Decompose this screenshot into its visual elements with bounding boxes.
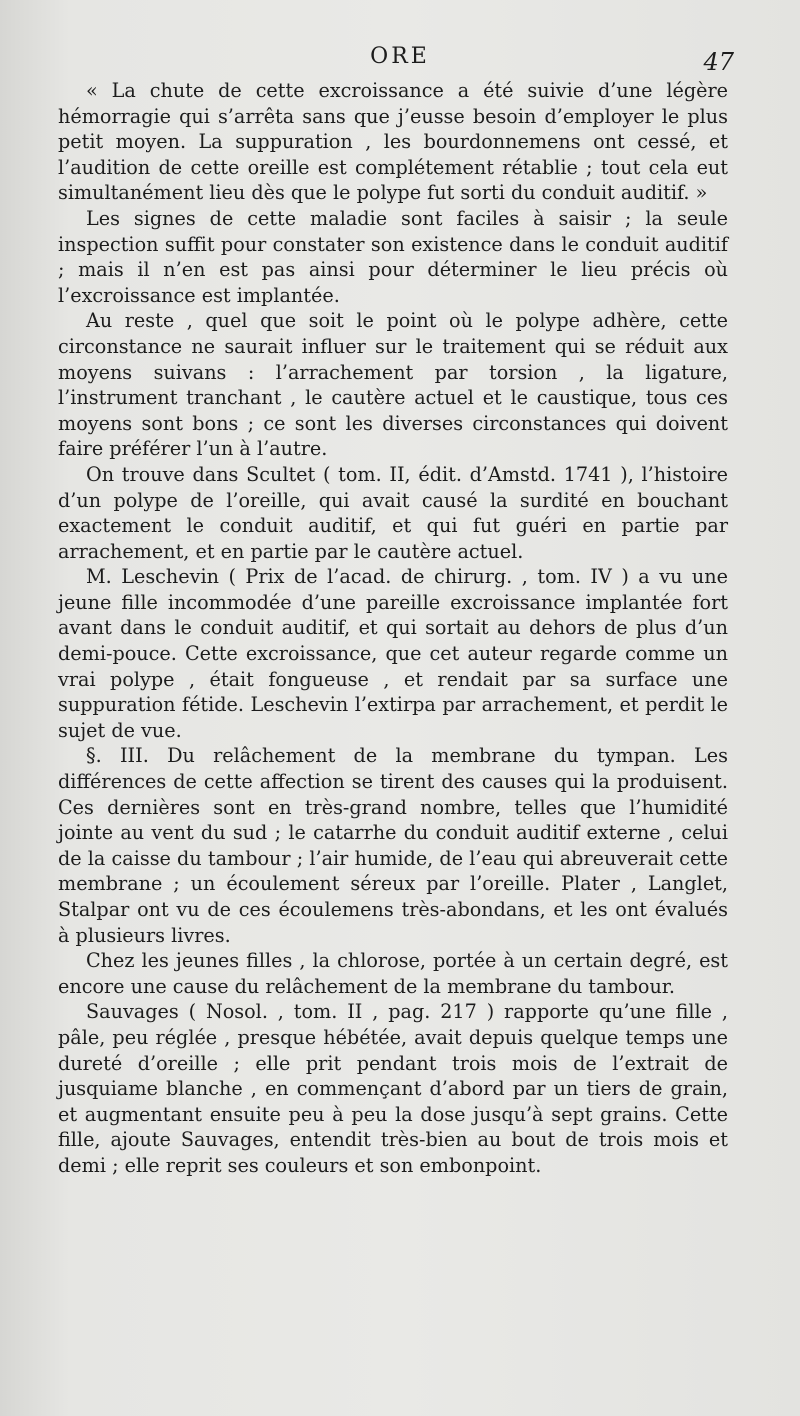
paragraph-sauvages: Sauvages ( Nosol. , tom. II , pag. 217 ) rapporte qu’une fille , pâle, peu réglée , presque hébétée, avait depuis quelque temps une dureté d’oreille ; elle prit pendant trois mois de l’extrait de jusquiame blanche , en commençant d’abord par un tiers de grain, et augmentant ensuite peu à peu la dose jusqu’à sept grains. Cette fille, ajoute Sauvages, entendit très-bien au bout de trois mois et demi ; elle reprit ses couleurs et son embonpoint.	[58, 1000, 728, 1177]
page-number: 47	[703, 48, 734, 76]
running-title: ORE	[370, 44, 430, 69]
page-header	[0, 40, 800, 80]
paragraph-section-iii: §. III. Du relâchement de la membrane du tympan. Les différences de cette affection se tirent des causes qui la produisent. Ces dernières sont en très-grand nombre, telles que l’humidité jointe au vent du sud ; le catarrhe du conduit auditif externe , celui de la caisse du tambour ; l’air humide, de l’eau qui abreuverait cette membrane ; un écoulement séreux par l’oreille. Plater , Langlet, Stalpar ont vu de ces écoulemens très-abondans, et les ont évalués à plusieurs livres.	[58, 744, 728, 947]
paragraph-leschevin: M. Leschevin ( Prix de l’acad. de chirurg. , tom. IV ) a vu une jeune fille incommodée d’une pareille excroissance implantée fort avant dans le conduit auditif, et qui sortait au dehors de plus d’un demi-pouce. Cette excroissance, que cet auteur regarde comme un vrai polype , était fongueuse , et rendait par sa surface une suppuration fétide. Leschevin l’extirpa par arrachement, et perdit le sujet de vue.	[58, 565, 728, 742]
paragraph-chlorose: Chez les jeunes filles , la chlorose, portée à un certain degré, est encore une cause du relâchement de la membrane du tambour.	[58, 949, 728, 998]
paragraph-scultet: On trouve dans Scultet ( tom. II, édit. d’Amstd. 1741 ), l’histoire d’un polype de l’oreille, qui avait causé la surdité en bouchant exactement le conduit auditif, et qui fut guéri en partie par arrachement, et en partie par le cautère actuel.	[58, 462, 728, 563]
paragraph-treatment: Au reste , quel que soit le point où le polype adhère, cette circonstance ne saurait influer sur le traitement qui se réduit aux moyens suivans : l’arrachement par torsion , la ligature, l’instrument tranchant , le cautère actuel et le caustique, tous ces moyens sont bons ; ce sont les diverses circonstances qui doivent faire préférer l’un à l’autre.	[58, 309, 728, 461]
paragraph-quote-end: « La chute de cette excroissance a été suivie d’une légère hémorragie qui s’arrêta sans que j’eusse besoin d’employer le plus petit moyen. La suppuration , les bourdonnemens ont cessé, et l’audition de cette oreille est complétement rétablie ; tout cela eut simultanément lieu dès que le polype fut sorti du conduit auditif. »	[58, 79, 728, 205]
paragraph-signs: Les signes de cette maladie sont faciles à saisir ; la seule inspection suffit pour constater son existence dans le conduit auditif ; mais il n’en est pas ainsi pour déterminer le lieu précis où l’excroissance est implantée.	[58, 206, 728, 307]
body-text	[58, 78, 728, 1179]
